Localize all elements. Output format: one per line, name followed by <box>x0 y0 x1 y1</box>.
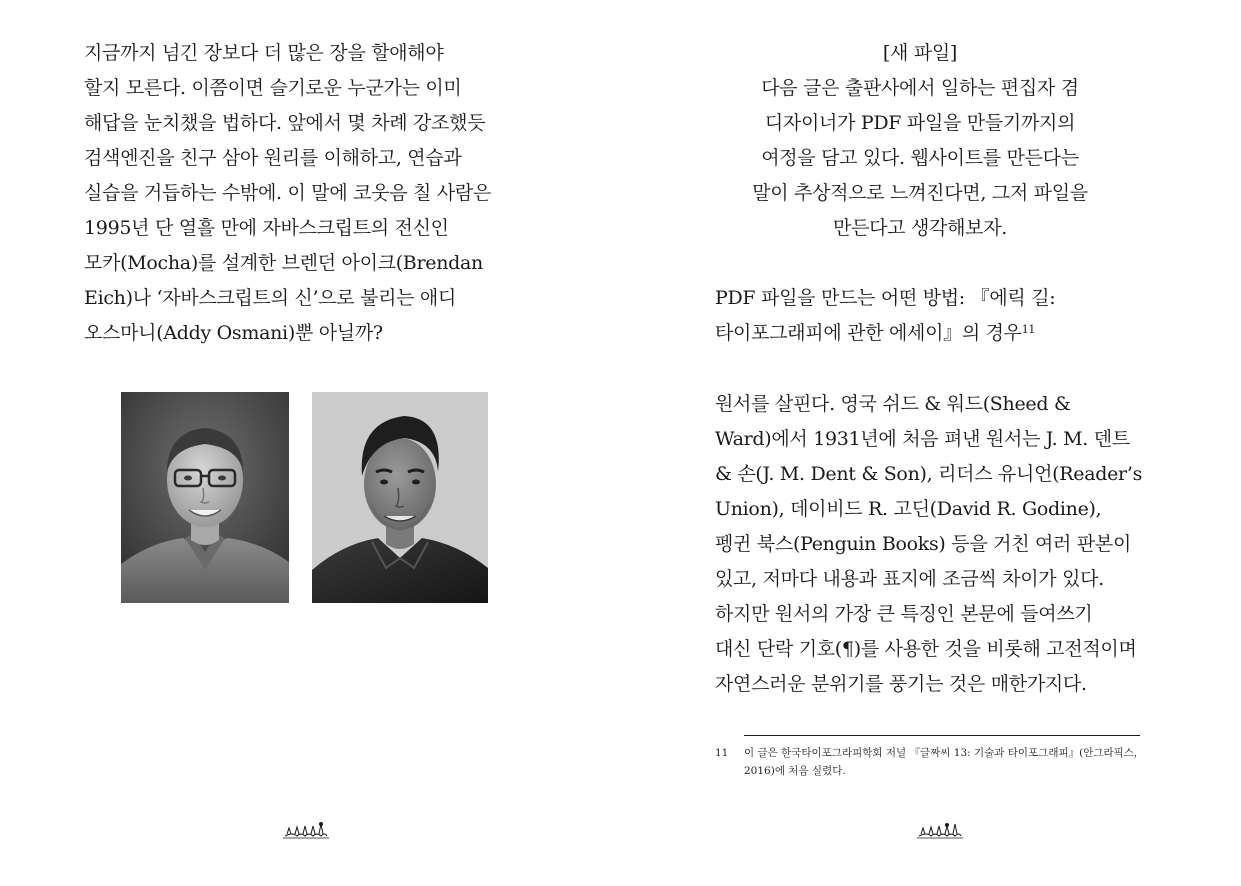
portrait-photo-1 <box>121 392 289 603</box>
text-line: Union), 데이비드 R. 고딘(David R. Godine), <box>715 498 1102 520</box>
text-line: Ward)에서 1931년에 처음 펴낸 원서는 J. M. 덴트 <box>715 428 1130 450</box>
heading-line-2-text: 타이포그래피에 관한 에세이』의 경우 <box>715 322 1022 344</box>
text-line: 자연스러운 분위기를 풍기는 것은 매한가지다. <box>715 673 1087 695</box>
text-line: 오스마니(Addy Osmani)뿐 아닐까? <box>84 322 383 344</box>
left-page <box>0 0 620 886</box>
text-line: 할지 모른다. 이쯤이면 슬기로운 누군가는 이미 <box>84 77 462 99</box>
text-line: 대신 단락 기호(¶)를 사용한 것을 비롯해 고전적이며 <box>715 638 1137 660</box>
folio-ornament-icon <box>917 820 963 842</box>
text-line: 다음 글은 출판사에서 일하는 편집자 겸 <box>761 77 1079 99</box>
text-line: 원서를 살핀다. 영국 쉬드 & 워드(Sheed & <box>715 393 1071 415</box>
portrait-man-glasses-icon <box>121 392 289 603</box>
left-paragraph <box>84 36 534 351</box>
text-line: & 손(J. M. Dent & Son), 리더스 유니언(Reader’s <box>715 463 1143 485</box>
text-line: 하지만 원서의 가장 큰 특징인 본문에 들여쓰기 <box>715 603 1093 625</box>
footnote-divider <box>744 735 1140 736</box>
text-line: 실습을 거듭하는 수밖에. 이 말에 코웃음 칠 사람은 <box>84 182 491 204</box>
text-line: 검색엔진을 친구 삼아 원리를 이해하고, 연습과 <box>84 147 462 169</box>
portrait-man-leather-jacket-icon <box>312 392 488 603</box>
text-line: 있고, 저마다 내용과 표지에 조금씩 차이가 있다. <box>715 568 1104 590</box>
section-heading <box>715 281 1175 351</box>
text-line: 펭귄 북스(Penguin Books) 등을 거친 여러 판본이 <box>715 533 1131 555</box>
heading-line-2 <box>715 316 1175 351</box>
intro-block <box>700 36 1140 246</box>
body-paragraph <box>715 387 1175 702</box>
footnote-line: 2016)에 처음 실렸다. <box>744 765 846 777</box>
text-line: 말이 추상적으로 느껴진다면, 그저 파일을 <box>752 182 1088 204</box>
text-line: 디자이너가 PDF 파일을 만들기까지의 <box>764 112 1076 134</box>
footnote-line: 이 글은 한국타이포그라피학회 저널 『글짜씨 13: 기술과 타이포그래피』(안그라픽스, <box>744 747 1138 759</box>
text-line: Eich)나 ‘자바스크립트의 신’으로 불리는 애디 <box>84 287 457 309</box>
heading-line-1: PDF 파일을 만드는 어떤 방법: 『에릭 길: <box>715 287 1056 309</box>
folio-ornament-icon <box>917 820 963 846</box>
text-line: 여정을 담고 있다. 웹사이트를 만든다는 <box>761 147 1079 169</box>
right-page <box>620 0 1241 886</box>
text-line: 지금까지 넘긴 장보다 더 많은 장을 할애해야 <box>84 42 444 64</box>
folio-ornament-icon <box>283 820 329 846</box>
text-line: 해답을 눈치챘을 법하다. 앞에서 몇 차례 강조했듯 <box>84 112 486 134</box>
text-line: 만든다고 생각해보자. <box>833 217 1007 239</box>
file-tag: [새 파일] <box>882 42 958 64</box>
text-line: 1995년 단 열흘 만에 자바스크립트의 전신인 <box>84 217 449 239</box>
footnote-number: 11 <box>715 747 729 759</box>
text-line: 모카(Mocha)를 설계한 브렌던 아이크(Brendan <box>84 252 483 274</box>
portrait-photo-2 <box>312 392 488 603</box>
folio-ornament-icon <box>283 820 329 842</box>
footnote-text <box>744 744 1154 780</box>
footnote-reference[interactable]: 11 <box>1021 323 1036 336</box>
